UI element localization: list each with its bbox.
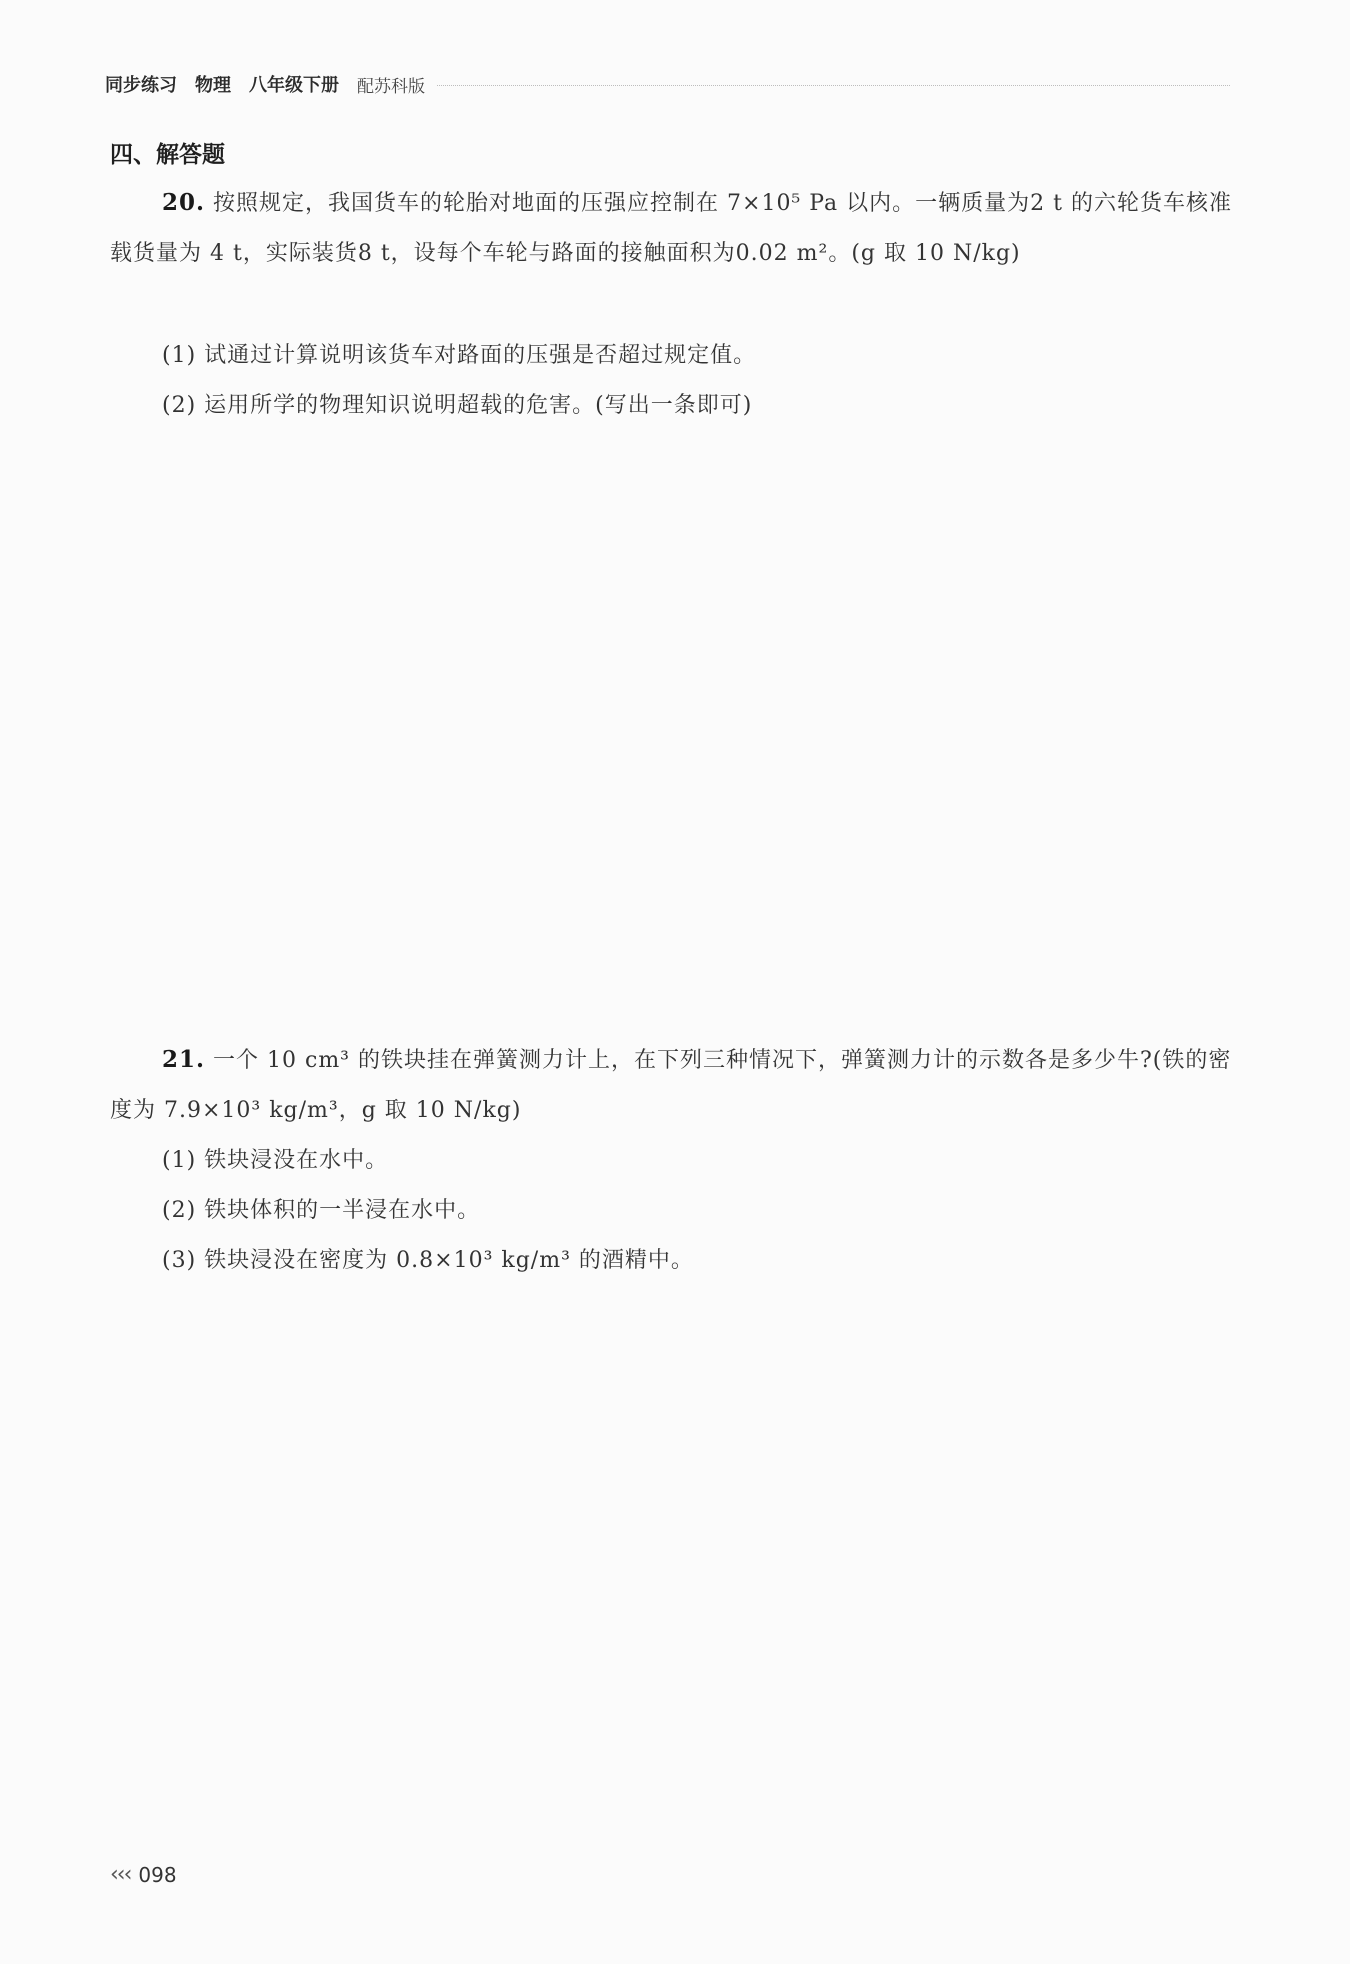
answer-area-20[interactable] [110, 440, 1235, 1020]
question-20-part-1: (1) 试通过计算说明该货车对路面的压强是否超过规定值。 [162, 343, 757, 368]
question-21 [110, 1035, 1235, 1136]
page-number: 098 [138, 1862, 177, 1887]
header-divider [437, 85, 1230, 86]
header-edition: 配苏科版 [357, 76, 425, 97]
question-21-part-1: (1) 铁块浸没在水中。 [162, 1148, 389, 1173]
question-number: 21. [162, 1046, 206, 1073]
question-text: 一个 10 cm³ 的铁块挂在弹簧测力计上，在下列三种情况下，弹簧测力计的示数各是多少牛?(铁的密度为 7.9×10³ kg/m³，g 取 10 N/kg) [110, 1048, 1232, 1123]
question-21-part-3: (3) 铁块浸没在密度为 0.8×10³ kg/m³ 的酒精中。 [162, 1248, 694, 1273]
section-title: 四、解答题 [110, 142, 225, 168]
question-20-part-2: (2) 运用所学的物理知识说明超载的危害。(写出一条即可) [162, 393, 753, 418]
page-footer [110, 1862, 177, 1887]
question-number: 20. [162, 189, 206, 216]
header-grade: 八年级下册 [249, 75, 339, 96]
header-series: 同步练习 [105, 75, 177, 96]
chevron-left-icon: ‹‹‹ [110, 1862, 131, 1887]
header-subject: 物理 [195, 75, 231, 96]
question-21-part-2: (2) 铁块体积的一半浸在水中。 [162, 1198, 481, 1223]
page-header [105, 70, 1230, 98]
answer-area-21[interactable] [110, 1300, 1235, 1820]
question-text: 按照规定，我国货车的轮胎对地面的压强应控制在 7×10⁵ Pa 以内。一辆质量为2 t 的六轮货车核准载货量为 4 t，实际装货8 t，设每个车轮与路面的接触面积为0.02 m²。(g 取 10 N/kg) [110, 191, 1232, 266]
question-20 [110, 178, 1235, 279]
